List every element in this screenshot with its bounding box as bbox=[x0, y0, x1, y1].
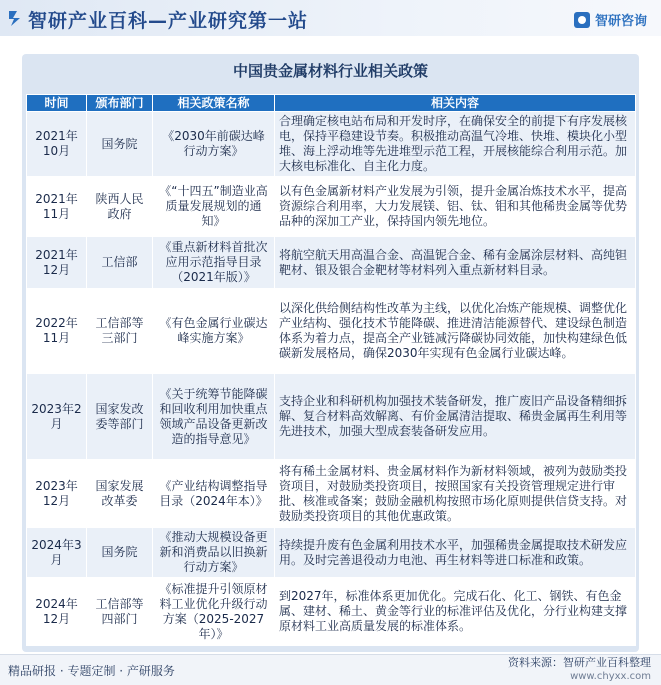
cell-time: 2021年10月 bbox=[27, 112, 87, 177]
table-title: 中国贵金属材料行业相关政策 bbox=[232, 62, 428, 80]
col-header-time: 时间 bbox=[27, 95, 87, 112]
policy-table bbox=[26, 94, 636, 646]
cell-time: 2021年12月 bbox=[27, 237, 87, 289]
cell-time: 2022年11月 bbox=[27, 289, 87, 374]
cell-content: 持续提升废有色金属利用技术水平，加强稀贵金属提取技术研发应用。及时完善退役动力电池、再生材料等进口标准和政策。 bbox=[275, 528, 636, 578]
cell-time: 2024年3月 bbox=[27, 528, 87, 578]
cell-dept: 工信部等三部门 bbox=[87, 289, 153, 374]
col-header-policy: 相关政策名称 bbox=[153, 95, 275, 112]
brand-logo[interactable] bbox=[574, 10, 647, 29]
cell-policy: 《产业结构调整指导目录（2024年本）》 bbox=[153, 460, 275, 528]
footer-bar bbox=[0, 654, 661, 685]
cell-time: 2023年12月 bbox=[27, 460, 87, 528]
cell-dept: 国家发改委等部门 bbox=[87, 374, 153, 460]
cell-policy: 《有色金属行业碳达峰实施方案》 bbox=[153, 289, 275, 374]
cell-content: 以深化供给侧结构性改革为主线，以优化冶炼产能规模、调整优化产业结构、强化技术节能降碳、推进清洁能源替代、建设绿色制造体系为着力点，提高全产业链减污降碳协同效能，加快构建绿色低碳新发展格局，确保2030年实现有色金属行业碳达峰。 bbox=[275, 289, 636, 374]
site-url-link[interactable]: www.chyxx.com bbox=[570, 671, 651, 682]
col-header-dept: 颁布部门 bbox=[87, 95, 153, 112]
cell-dept: 工信部等四部门 bbox=[87, 578, 153, 646]
table-row bbox=[27, 177, 636, 237]
cell-policy: 《推动大规模设备更新和消费品以旧换新行动方案》 bbox=[153, 528, 275, 578]
cell-dept: 工信部 bbox=[87, 237, 153, 289]
policy-table-panel bbox=[22, 54, 639, 652]
footer-source bbox=[508, 656, 651, 684]
cell-policy: 《重点新材料首批次应用示范指导目录（2021年版）》 bbox=[153, 237, 275, 289]
cell-policy: 《“十四五”制造业高质量发展规划的通知》 bbox=[153, 177, 275, 237]
table-row bbox=[27, 112, 636, 177]
cell-content: 将有稀土金属材料、贵金属材料作为新材料领域，被列为鼓励类投资项目，对鼓励类投资项目，按照国家有关投资管理规定进行审批、核准或备案；鼓励金融机构按照市场化原则提供信贷支持。对鼓励类投资项目的其他优惠政策。 bbox=[275, 460, 636, 528]
cell-time: 2024年12月 bbox=[27, 578, 87, 646]
cell-dept: 国务院 bbox=[87, 528, 153, 578]
zhiyan-logo-icon bbox=[574, 12, 590, 28]
top-banner bbox=[0, 0, 661, 36]
table-row bbox=[27, 578, 636, 646]
cell-time: 2021年11月 bbox=[27, 177, 87, 237]
cell-content: 支持企业和科研机构加强技术装备研发，推广废旧产品设备精细拆解、复合材料高效解离、有价金属清洁提取、稀贵金属再生利用等先进技术，加强大型成套装备研发应用。 bbox=[275, 374, 636, 460]
footer-services: 精品研报 · 专题定制 · 产研服务 bbox=[8, 664, 175, 678]
cell-dept: 陕西人民政府 bbox=[87, 177, 153, 237]
logo-text: 智研咨询 bbox=[594, 14, 647, 29]
cell-content: 将航空航天用高温合金、高温铌合金、稀有金属涂层材料、高纯钽靶材、银及银合金靶材等材料列入重点新材料目录。 bbox=[275, 237, 636, 289]
col-header-content: 相关内容 bbox=[275, 95, 636, 112]
table-row bbox=[27, 528, 636, 578]
table-row bbox=[27, 374, 636, 460]
cell-time: 2023年2月 bbox=[27, 374, 87, 460]
source-text: 资料来源：智研产业百科整理 bbox=[508, 656, 651, 669]
cell-policy: 《标准提升引领原材料工业优化升级行动方案（2025-2027年）》 bbox=[153, 578, 275, 646]
table-row bbox=[27, 237, 636, 289]
table-row bbox=[27, 289, 636, 374]
cell-dept: 国务院 bbox=[87, 112, 153, 177]
cell-dept: 国家发展改革委 bbox=[87, 460, 153, 528]
site-title: 智研产业百科—产业研究第一站 bbox=[28, 10, 309, 32]
cell-content: 合理确定核电站布局和开发时序，在确保安全的前提下有序发展核电，保持平稳建设节奏。积极推动高温气冷堆、快堆、模块化小型堆、海上浮动堆等先进堆型示范工程，开展核能综合利用示范。加大核电标准化、自主化力度。 bbox=[275, 112, 636, 177]
cell-content: 到2027年，标准体系更加优化。完成石化、化工、钢铁、有色金属、建材、稀土、黄金等行业的标准评估及优化，分行业构建支撑原材料工业高质量发展的标准体系。 bbox=[275, 578, 636, 646]
table-row bbox=[27, 460, 636, 528]
table-header-row bbox=[27, 95, 636, 112]
cell-policy: 《2030年前碳达峰行动方案》 bbox=[153, 112, 275, 177]
brand-mark-icon bbox=[8, 9, 22, 27]
cell-policy: 《关于统筹节能降碳和回收利用加快重点领域产品设备更新改造的指导意见》 bbox=[153, 374, 275, 460]
cell-content: 以有色金属新材料产业发展为引领，提升金属冶炼技术水平，提高资源综合利用率，大力发展镁、铝、钛、钼和其他稀贵金属等优势品种的深加工产业，保持国内领先地位。 bbox=[275, 177, 636, 237]
